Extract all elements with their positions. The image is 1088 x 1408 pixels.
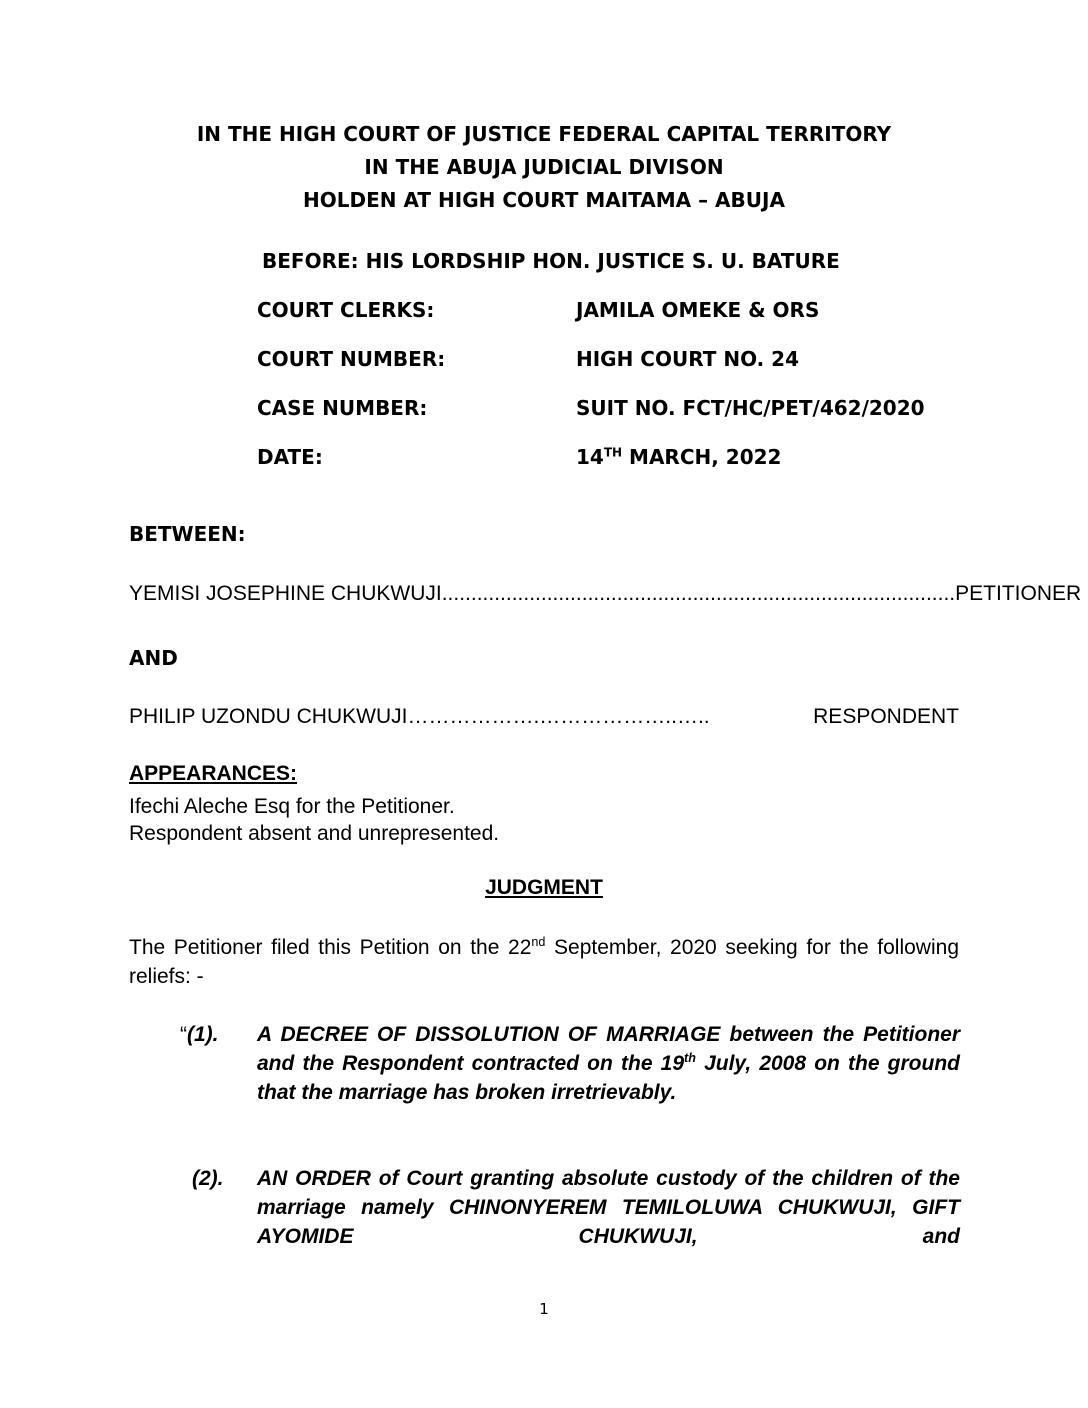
respondent-name: PHILIP UZONDU CHUKWUJI [129,705,408,728]
respondent-line [129,705,959,729]
and-heading: AND [129,646,178,670]
petitioner-name: YEMISI JOSEPHINE CHUKWUJI [129,582,442,605]
respondent-dots: ……………….………………..….. [407,705,710,728]
clerks-label: COURT CLERKS: [257,298,435,322]
appearance-petitioner: Ifechi Aleche Esq for the Petitioner. [129,795,455,818]
relief-1-text [257,1020,960,1107]
relief-1-quote: “ [180,1023,187,1046]
date-day: 14 [576,445,604,469]
between-heading: BETWEEN: [129,522,246,546]
case-number-value: SUIT NO. FCT/HC/PET/462/2020 [576,396,925,420]
relief-2-number: (2). [192,1167,224,1190]
appearance-respondent: Respondent absent and unrepresented. [129,822,500,845]
date-suffix: TH [603,445,623,460]
page-number: 1 [539,1300,549,1318]
respondent-role: RESPONDENT [813,705,959,728]
intro-suffix: nd [531,935,546,949]
relief-2 [192,1164,960,1251]
petitioner-line [129,582,1082,606]
relief-1-number-text: (1). [187,1023,219,1046]
court-number-label: COURT NUMBER: [257,347,446,371]
relief-1-part-1: A DECREE OF DISSOLUTION OF MARRIAGE between the Petitioner and the Respondent contracted on the 19 [257,1023,960,1075]
relief-1-suffix: th [684,1051,696,1065]
relief-1 [180,1020,960,1107]
date-value [576,445,781,469]
case-number-label: CASE NUMBER: [257,396,428,420]
intro-paragraph [129,933,959,991]
relief-2-text: AN ORDER of Court granting absolute custody of the children of the marriage namely CHINONYEREM TEMILOLUWA CHUKWUJI, GIFT AYOMIDE CHUKWUJI, and [257,1167,960,1248]
court-number-value: HIGH COURT NO. 24 [576,347,800,371]
before-judge: BEFORE: HIS LORDSHIP HON. JUSTICE S. U. BATURE [262,249,840,273]
relief-1-part-2: July, 2008 on the ground that the marriage has broken irretrievably. [257,1052,960,1104]
court-header [0,118,1088,217]
judgment-title: JUDGMENT [485,876,603,899]
intro-part-1: The Petitioner filed this Petition on the 22 [129,936,532,959]
header-line-2: IN THE ABUJA JUDICIAL DIVISON [364,155,724,179]
header-line-3: HOLDEN AT HIGH COURT MAITAMA – ABUJA [303,188,785,212]
date-label: DATE: [257,445,323,469]
petitioner-role: PETITIONER [955,582,1082,605]
date-rest: MARCH, 2022 [622,445,782,469]
relief-1-number [180,1020,219,1049]
header-line-1: IN THE HIGH COURT OF JUSTICE FEDERAL CAPITAL TERRITORY [196,122,892,146]
clerks-value: JAMILA OMEKE & ORS [576,298,820,322]
appearances-title: APPEARANCES: [129,762,298,785]
petitioner-dots: ........................................................................................ [441,582,956,605]
intro-part-2: September, 2020 seeking for the following reliefs: - [129,936,959,988]
